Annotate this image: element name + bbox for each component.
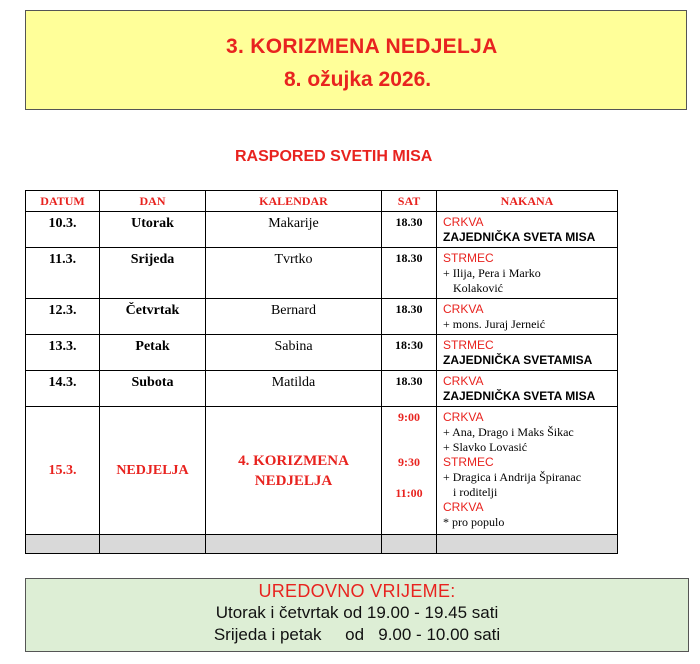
cell-datum: 14.3. [26,371,100,407]
mass-place: CRKVA [443,374,484,388]
mass-time: 11:00 [395,486,423,500]
mass-intention: * pro populo [443,515,505,529]
empty-cell [437,535,618,554]
cell-sat: 18.30 [382,212,437,248]
cell-datum: 11.3. [26,248,100,299]
cell-datum: 12.3. [26,299,100,335]
cell-dan: Petak [100,335,206,371]
empty-cell [382,535,437,554]
cell-nakana [437,299,618,335]
mass-intention: + Ilija, Pera i Marko [443,266,541,280]
cell-nakana [437,371,618,407]
mass-time: 9:00 [398,410,420,424]
mass-place: CRKVA [443,302,484,316]
column-header-sat: SAT [382,191,437,212]
cell-kalendar: Bernard [206,299,382,335]
mass-intention: + mons. Juraj Jerneić [443,317,546,331]
cell-datum: 13.3. [26,335,100,371]
mass-intention: ZAJEDNIČKA SVETAMISA [443,353,593,367]
table-row [26,299,618,335]
cell-dan: Utorak [100,212,206,248]
cell-sat: 18.30 [382,371,437,407]
page-title: 3. KORIZMENA NEDJELJA [226,35,498,58]
cell-kalendar [206,407,382,535]
mass-place: STRMEC [443,251,494,265]
mass-intention: + Slavko Lovasić [443,440,528,454]
column-header-datum: DATUM [26,191,100,212]
cell-datum: 10.3. [26,212,100,248]
mass-place: CRKVA [443,500,484,514]
mass-intention-cont: Kolaković [453,281,503,295]
mass-place: STRMEC [443,455,494,469]
mass-schedule-table [25,190,618,554]
header-box [25,10,687,110]
table-row-empty [26,535,618,554]
empty-cell [100,535,206,554]
cell-nakana [437,212,618,248]
cell-nakana [437,335,618,371]
feast-line2: NEDJELJA [254,472,333,489]
cell-kalendar: Matilda [206,371,382,407]
mass-intention: ZAJEDNIČKA SVETA MISA [443,230,596,244]
table-row-sunday [26,407,618,535]
cell-kalendar: Sabina [206,335,382,371]
page-date: 8. ožujka 2026. [284,68,432,91]
mass-place: CRKVA [443,215,484,229]
table-row [26,371,618,407]
cell-dan: Subota [100,371,206,407]
mass-intention: + Ana, Drago i Maks Šikac [443,425,574,439]
cell-sat: 18.30 [382,299,437,335]
mass-intention: + Dragica i Andrija Špiranac [443,470,582,484]
cell-dan: NEDJELJA [100,407,206,535]
office-hours-box [25,578,689,652]
mass-place: CRKVA [443,410,484,424]
cell-datum: 15.3. [26,407,100,535]
office-hours-line: Srijeda i petak od 9.00 - 10.00 sati [213,625,501,644]
mass-intention-cont: i roditelji [453,485,498,499]
feast-line1: 4. KORIZMENA [238,452,349,469]
table-row [26,212,618,248]
column-header-nakana: NAKANA [437,191,618,212]
mass-intention: ZAJEDNIČKA SVETA MISA [443,389,596,403]
cell-dan: Srijeda [100,248,206,299]
column-header-kalendar: KALENDAR [206,191,382,212]
cell-dan: Četvrtak [100,299,206,335]
table-row [26,335,618,371]
cell-kalendar: Makarije [206,212,382,248]
cell-sat: 18:30 [382,335,437,371]
office-hours-title: UREDOVNO VRIJEME: [258,581,456,601]
mass-place: STRMEC [443,338,494,352]
cell-nakana [437,248,618,299]
cell-nakana [437,407,618,535]
cell-sat [382,407,437,535]
schedule-subtitle: RASPORED SVETIH MISA [235,148,433,165]
office-hours-line: Utorak i četvrtak od 19.00 - 19.45 sati [215,603,499,622]
mass-time: 9:30 [398,455,420,469]
empty-cell [26,535,100,554]
cell-kalendar: Tvrtko [206,248,382,299]
table-row [26,248,618,299]
cell-sat: 18.30 [382,248,437,299]
table-header-row [26,191,618,212]
empty-cell [206,535,382,554]
column-header-dan: DAN [100,191,206,212]
